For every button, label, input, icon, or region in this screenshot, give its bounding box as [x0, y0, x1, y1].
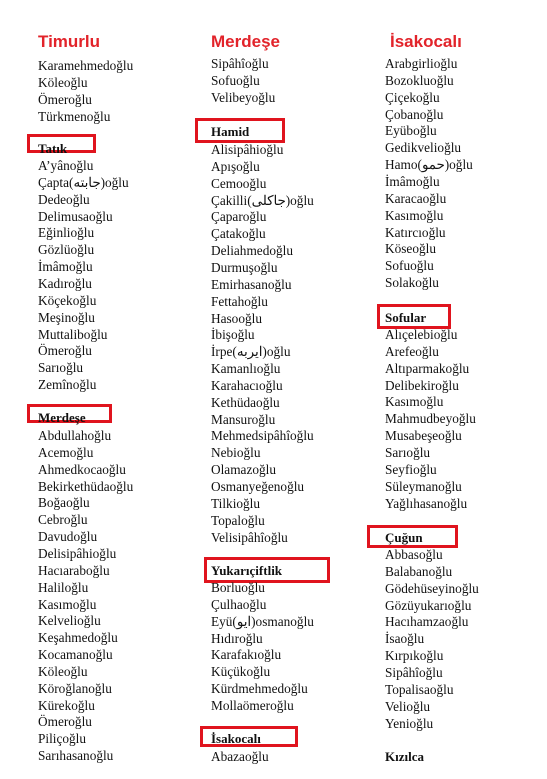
list-item: Balabanoğlu — [385, 563, 453, 579]
list-item: Hamo(حمو)oğlu — [385, 157, 473, 173]
list-item: A’yânoğlu — [38, 158, 94, 173]
list-item: Bekirkethüdaoğlu — [38, 478, 134, 494]
list-item: Boğaoğlu — [38, 495, 90, 511]
list-item: Hasooğlu — [211, 310, 262, 326]
group-header: Merdeşe — [38, 410, 86, 425]
list-item: Çiçekoğlu — [385, 89, 440, 105]
list-item: Acemoğlu — [38, 444, 94, 460]
list-item: Köçekoğlu — [38, 292, 97, 308]
list-item: Meşinoğlu — [38, 309, 95, 325]
list-item: Yağlıhasanoğlu — [385, 495, 468, 511]
list-item: Davudoğlu — [38, 529, 98, 545]
list-item: Sarıhasanoğlu — [38, 748, 114, 764]
list-item: Muttaliboğlu — [38, 326, 108, 342]
group-header: Yukarıçiftlik — [211, 563, 283, 578]
list-item: Nebioğlu — [211, 445, 261, 461]
list-item: Çobanoğlu — [385, 106, 444, 122]
list-item: Abdullahoğlu — [38, 428, 112, 443]
list-item: İrpe(ايربه)oğlu — [211, 344, 291, 360]
list-item: Gözlüoğlu — [38, 242, 95, 258]
list-item: Gödehüseyinoğlu — [385, 580, 479, 596]
list-item: Sarıoğlu — [385, 444, 431, 460]
list-item: Sofuoğlu — [385, 258, 434, 274]
list-item: Katırcıoğlu — [385, 224, 446, 240]
list-item: Durmuşoğlu — [211, 259, 278, 275]
list-item: Çatakoğlu — [211, 226, 266, 242]
group-header: Hamid — [211, 124, 250, 139]
list-item: Ahmedkocaoğlu — [38, 461, 126, 477]
column-title: İsakocalı — [390, 32, 462, 51]
list-item: Arabgirlioğlu — [385, 56, 458, 71]
list-item: Topaloğlu — [211, 512, 265, 528]
list-item: Kürdmehmedoğlu — [211, 681, 308, 697]
list-item: Süleymanoğlu — [385, 478, 462, 494]
list-item: Eyü(ايو)osmanoğlu — [211, 613, 314, 629]
list-item: Kocamanoğlu — [38, 647, 113, 663]
list-item: Deliahmedoğlu — [211, 243, 293, 259]
list-item: Çakilli(جاكلى)oğlu — [211, 192, 314, 208]
list-item: Küçükoğlu — [211, 664, 271, 680]
list-item: Delibekiroğlu — [385, 377, 459, 393]
list-item: Ömeroğlu — [38, 714, 92, 730]
list-item: Delimusaoğlu — [38, 208, 113, 224]
group-header: Sofular — [385, 310, 427, 325]
list-item: Hıdıroğlu — [211, 630, 263, 646]
list-item: Çaparoğlu — [211, 209, 267, 225]
list-item: İmâmoğlu — [385, 173, 440, 189]
list-item: Dedeoğlu — [38, 191, 90, 207]
list-item: Haliloğlu — [38, 579, 89, 595]
list-item: Delisipâhioğlu — [38, 545, 117, 561]
list-item: Köseoğlu — [385, 241, 436, 257]
list-item: Emirhasanoğlu — [211, 276, 292, 292]
group-header: Kızılca — [385, 749, 424, 764]
group-header: Tatık — [38, 141, 68, 156]
list-item: Alisipâhioğlu — [211, 142, 284, 157]
list-item: Arefeoğlu — [385, 343, 439, 359]
list-item: İbişoğlu — [211, 327, 255, 343]
list-item: Cebroğlu — [38, 512, 88, 528]
list-item: Sofuoğlu — [211, 72, 260, 88]
list-item: Köleoğlu — [38, 663, 88, 679]
list-item: Karacaoğlu — [385, 190, 447, 206]
list-item: Kelvelioğlu — [38, 613, 101, 629]
list-item: Velisipâhîoğlu — [211, 529, 288, 545]
list-item: Alıçelebioğlu — [385, 327, 458, 342]
list-item: Kasımoğlu — [385, 394, 444, 410]
list-item: Kasımoğlu — [38, 596, 97, 612]
list-item: Köleoğlu — [38, 74, 88, 90]
list-item: Kamanlıoğlu — [211, 361, 281, 377]
list-item: Kethüdaoğlu — [211, 394, 280, 410]
list-item: Karafakıoğlu — [211, 647, 282, 663]
list-item: İsaoğlu — [385, 631, 425, 647]
list-item: Mollaömeroğlu — [211, 697, 294, 713]
list-item: Musabeşeoğlu — [385, 428, 462, 444]
list-item: Mehmedsipâhîoğlu — [211, 428, 314, 444]
list-item: Türkmenoğlu — [38, 108, 111, 124]
list-item: Çulhaoğlu — [211, 596, 267, 612]
column-title: Merdeşe — [211, 32, 280, 51]
list-item: Gedikvelioğlu — [385, 140, 462, 156]
column-title: Timurlu — [38, 32, 101, 51]
list-item: Piliçoğlu — [38, 731, 87, 747]
list-item: Solakoğlu — [385, 275, 439, 291]
list-item: Velibeyoğlu — [211, 89, 276, 105]
list-item: Abazaoğlu — [211, 749, 269, 764]
list-item: Osmanyeğenoğlu — [211, 479, 305, 494]
list-item: Mahmudbeyoğlu — [385, 411, 476, 427]
list-item: Karahacıoğlu — [211, 377, 283, 393]
list-item: Kırpıkoğlu — [385, 648, 444, 664]
list-item: Apışoğlu — [211, 158, 260, 174]
list-item: Sipâhîoğlu — [211, 56, 269, 71]
list-item: Kürekoğlu — [38, 697, 95, 713]
list-item: Keşahmedoğlu — [38, 630, 118, 646]
list-item: Köroğlanoğlu — [38, 680, 112, 696]
list-item: Topalisaoğlu — [385, 681, 454, 697]
list-item: Hacıhamzaoğlu — [385, 614, 469, 630]
group-header: İsakocalı — [211, 731, 261, 746]
list-item: Velioğlu — [385, 698, 431, 714]
list-item: Hacıaraboğlu — [38, 562, 110, 578]
list-item: Kadıroğlu — [38, 275, 92, 291]
list-item: Bozokluoğlu — [385, 72, 454, 88]
list-item: Zemînoğlu — [38, 377, 97, 393]
list-item: Fettahoğlu — [211, 293, 268, 309]
list-item: Karamehmedoğlu — [38, 58, 134, 73]
list-item: Altıparmakoğlu — [385, 360, 470, 376]
list-item: Mansuroğlu — [211, 411, 276, 427]
list-item: İmâmoğlu — [38, 259, 93, 275]
group-header: Çuğun — [385, 530, 423, 545]
list-item: Sipâhîoğlu — [385, 664, 443, 680]
list-item: Eyüboğlu — [385, 123, 437, 139]
list-item: Seyfioğlu — [385, 461, 437, 477]
list-item: Abbasoğlu — [385, 547, 443, 562]
list-item: Ömeroğlu — [38, 343, 92, 359]
list-item: Cemooğlu — [211, 175, 267, 191]
list-item: Kasımoğlu — [385, 207, 444, 223]
list-item: Gözüyukarıoğlu — [385, 597, 472, 613]
list-item: Ömeroğlu — [38, 91, 92, 107]
list-item: Sarıoğlu — [38, 360, 84, 376]
list-item: Tilkioğlu — [211, 495, 261, 511]
list-item: Yenioğlu — [385, 715, 434, 731]
list-item: Olamazoğlu — [211, 462, 276, 478]
list-item: Eğinlioğlu — [38, 225, 95, 241]
list-item: Çapta(جابته)oğlu — [38, 174, 129, 190]
list-item: Borluoğlu — [211, 580, 265, 595]
